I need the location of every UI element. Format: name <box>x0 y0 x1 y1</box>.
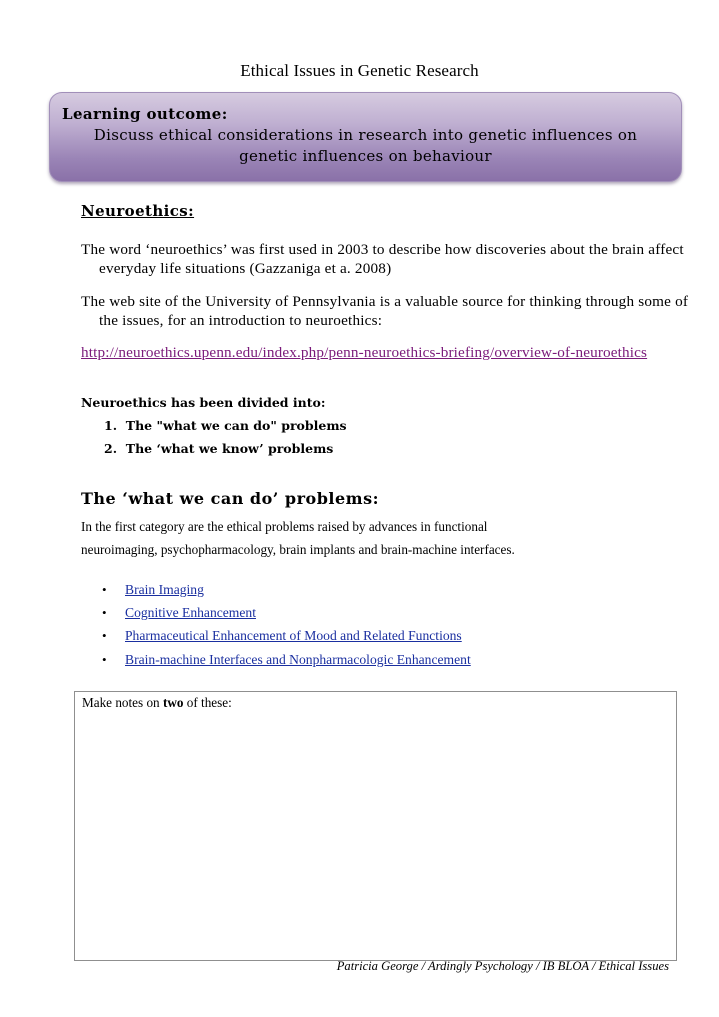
neuroethics-definition-paragraph: The word ‘neuroethics’ was first used in 2003 to describe how discoveries about the brain affect everyday life situations (Gazzaniga et a. 2008) <box>81 241 684 277</box>
list-item <box>104 418 347 441</box>
notes-input[interactable] <box>79 716 676 960</box>
page-footer: Patricia George / Ardingly Psychology / IB BLOA / Ethical Issues <box>336 959 669 973</box>
what-we-can-do-description <box>81 515 681 561</box>
notes-instruction <box>82 695 232 711</box>
what-we-can-do-heading: The ‘what we can do’ problems: <box>81 489 380 508</box>
topic-links-list <box>102 580 471 673</box>
bullet-icon: • <box>102 605 107 621</box>
learning-outcome-line-2: genetic influences on behaviour <box>239 147 492 165</box>
list-item <box>102 603 471 626</box>
bullet-icon: • <box>102 628 107 644</box>
list-item <box>102 650 471 673</box>
list-item <box>104 441 347 464</box>
list-item-text: The ‘what we know’ problems <box>125 441 334 456</box>
learning-outcome-box <box>49 92 682 182</box>
brain-imaging-link[interactable]: Brain Imaging <box>125 582 204 597</box>
list-item-number: 1. <box>104 418 118 433</box>
pharmaceutical-enhancement-link[interactable]: Pharmaceutical Enhancement of Mood and Related Functions <box>125 628 462 644</box>
learning-outcome-line-1: Discuss ethical considerations in research into genetic influences on <box>93 126 638 144</box>
page-title: Ethical Issues in Genetic Research <box>240 61 479 80</box>
notes-box <box>74 691 677 961</box>
description-line-2: neuroimaging, psychopharmacology, brain implants and brain-machine interfaces. <box>81 542 515 557</box>
neuroethics-divided-label: Neuroethics has been divided into: <box>81 395 326 410</box>
description-line-1: In the first category are the ethical problems raised by advances in functional <box>81 519 488 534</box>
notes-bold-word: two <box>162 695 184 710</box>
upenn-neuroethics-link[interactable]: http://neuroethics.upenn.edu/index.php/penn-neuroethics-briefing/overview-of-neuroethics <box>81 344 648 361</box>
neuroethics-heading: Neuroethics: <box>81 202 195 220</box>
list-item <box>102 626 471 649</box>
notes-prefix: Make notes on <box>82 695 163 710</box>
list-item-text: The "what we can do" problems <box>125 418 347 433</box>
upenn-source-paragraph: The web site of the University of Pennsylvania is a valuable source for thinking through some of the issues, for an introduction to neuroethics: <box>81 293 689 329</box>
problem-categories-list <box>104 418 347 464</box>
brain-machine-interfaces-link[interactable]: Brain-machine Interfaces and Nonpharmacologic Enhancement <box>125 651 471 667</box>
bullet-icon: • <box>102 651 107 667</box>
cognitive-enhancement-link[interactable]: Cognitive Enhancement <box>125 605 256 621</box>
list-item-number: 2. <box>104 441 118 456</box>
learning-outcome-text <box>64 125 667 167</box>
list-item <box>102 580 471 603</box>
bullet-icon: • <box>102 582 107 597</box>
notes-suffix: of these: <box>183 695 232 710</box>
learning-outcome-label: Learning outcome: <box>62 105 228 123</box>
